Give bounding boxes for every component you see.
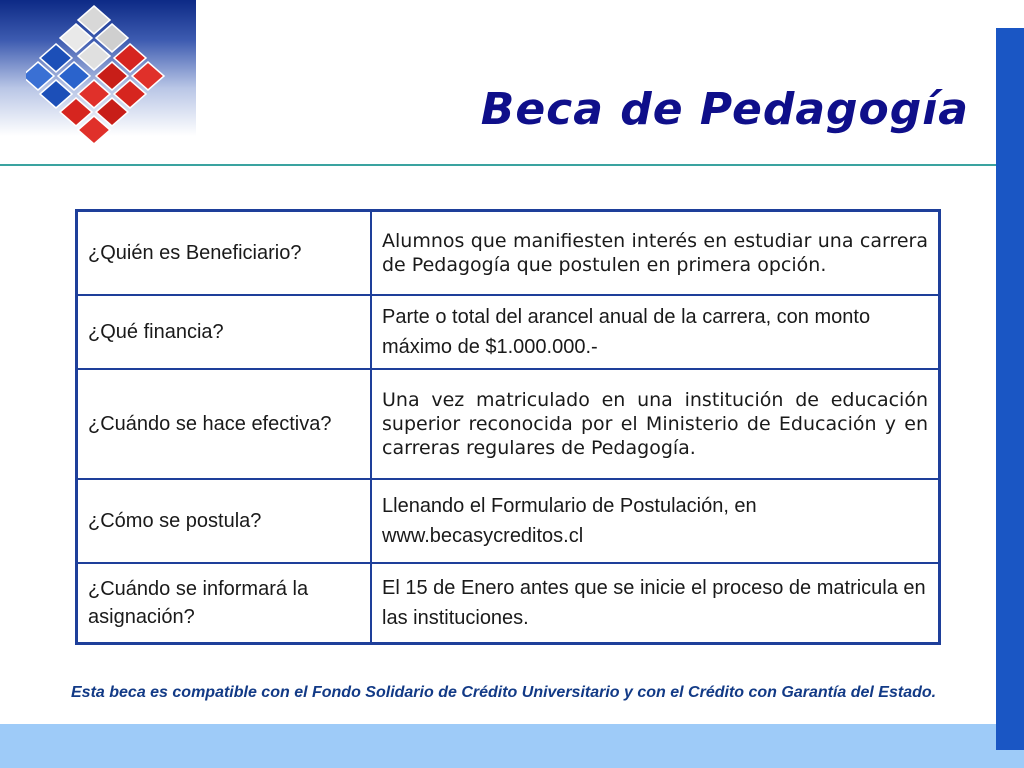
answer-cell: Alumnos que manifiesten interés en estudiar una carrera de Pedagogía que postulen en primera opción. [371,211,940,296]
table-row [77,211,940,296]
bottom-band [0,724,996,768]
bottom-band-corner [996,750,1024,768]
table-row [77,479,940,563]
compatibility-note: Esta beca es compatible con el Fondo Solidario de Crédito Universitario y con el Crédito con Garantía del Estado. [71,684,937,701]
table-row [77,369,940,479]
right-bar-top [996,0,1024,28]
answer-cell: El 15 de Enero antes que se inicie el proceso de matricula en las instituciones. [371,563,940,644]
question-cell: ¿Cómo se postula? [77,479,372,563]
question-cell: ¿Cuándo se informará la asignación? [77,563,372,644]
scholarship-info-table [75,209,941,645]
question-cell: ¿Cuándo se hace efectiva? [77,369,372,479]
right-accent-bar [996,28,1024,750]
answer-cell: Llenando el Formulario de Postulación, en www.becasycreditos.cl [371,479,940,563]
cubes-logo-icon [26,2,176,152]
table-row [77,563,940,644]
logo-panel [0,0,196,160]
question-cell: ¿Quién es Beneficiario? [77,211,372,296]
slide-title: Beca de Pedagogía [480,84,969,135]
table-row [77,295,940,369]
question-cell: ¿Qué financia? [77,295,372,369]
header-divider [0,164,1024,166]
answer-cell: Parte o total del arancel anual de la carrera, con monto máximo de $1.000.000.- [371,295,940,369]
answer-cell: Una vez matriculado en una institución de educación superior reconocida por el Ministerio de Educación y en carreras regulares de Pedagogía. [371,369,940,479]
